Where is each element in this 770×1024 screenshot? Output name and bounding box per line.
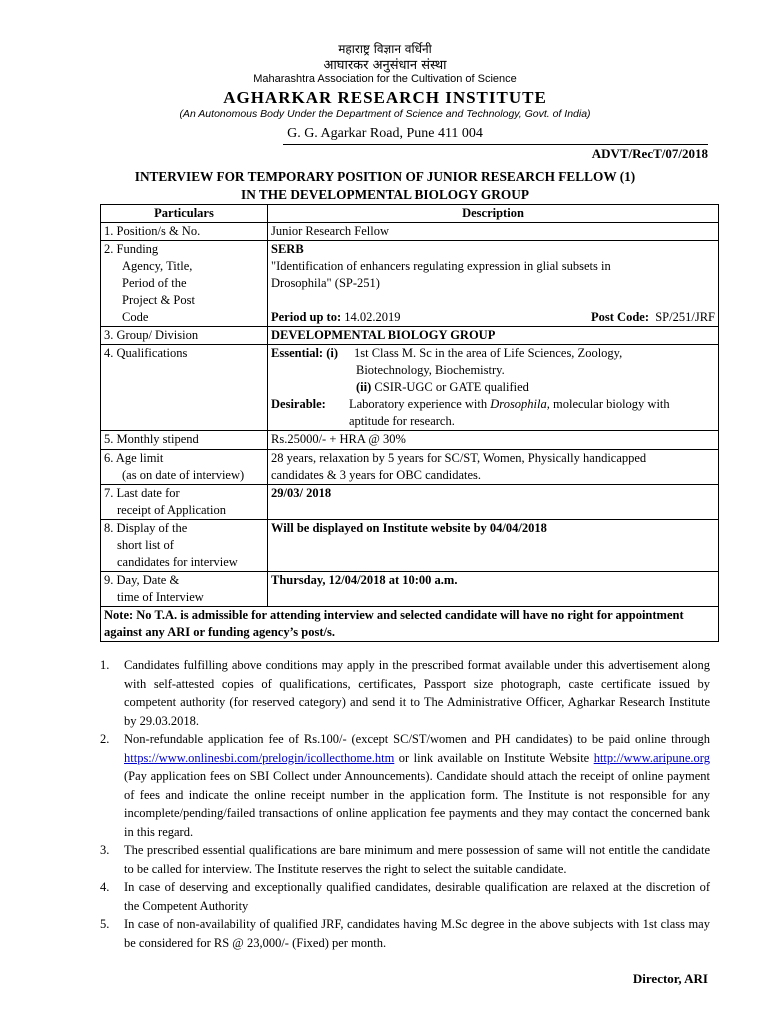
row-label [101,572,268,607]
list-item: 4. In case of deserving and exceptionally qualified candidates, desirable qualification are relaxed at the discretion of the Competent Authority [100,880,710,913]
essential-qualification-ii: (ii) CSIR-UGC or GATE qualified [356,380,529,394]
label-line: Project & Post [122,293,195,307]
institute-website-link[interactable]: http://www.aripune.org [593,750,710,765]
row-description: Rs.25000/- + HRA @ 30% [268,431,719,450]
row-description: Thursday, 12/04/2018 at 10:00 a.m. [268,572,719,607]
period-postcode-line [271,309,715,326]
row-description [268,241,719,327]
list-item: 5. In case of non-availability of qualified JRF, candidates having M.Sc degree in the above subjects with 1st class may be considered for RS @ 23,000/- (Fixed) per month. [100,917,710,950]
essential-qualification: Essential: (i) 1st Class M. Sc in the area of Life Sciences, Zoology, [271,346,623,360]
label-line: Agency, Title, [122,259,193,273]
label-line: 6. Age limit [104,451,164,465]
institute-address: G. G. Agarkar Road, Pune 411 004 [287,126,483,141]
note-row [101,607,719,642]
table-row [101,431,719,450]
label-line: time of Interview [117,590,204,604]
desc-line: 28 years, relaxation by 5 years for SC/ST, Women, Physically handicapped [271,451,647,465]
label-line: candidates for interview [117,555,238,569]
row-description: Junior Research Fellow [268,223,719,241]
list-item: 1. Candidates fulfilling above conditions may apply in the prescribed format available under this advertisement along with self-attested copies of qualifications, certificates, Passport size photograph, caste certificate issued by competent authority (for reserved category) and send it to The Administrative Officer, Agharkar Research Institute by 29.03.2018. [100,658,710,728]
row-description: 29/03/ 2018 [268,485,719,520]
instructions-list [100,656,710,952]
advertisement-number: ADVT/RecT/07/2018 [591,146,708,161]
header-divider [283,144,708,145]
row-description: DEVELOPMENTAL BIOLOGY GROUP [268,327,719,345]
row-description: Will be displayed on Institute website by 04/04/2018 [268,520,719,572]
list-item: 3. The prescribed essential qualifications are bare minimum and mere possession of same will not entitle the candidate to be called for interview. The Institute reserves the right to select the suitable candidate. [100,843,710,876]
list-item: 2. Non-refundable application fee of Rs.100/- (except SC/ST/women and PH candidates) to be paid online through https://www.onlinesbi.com/prelogin/icollecthome.htm or link available on Institute Website http://www.aripune.org (Pay application fees on SBI Collect under Announcements). Candidate should attach the receipt of online payment of fees and indicate the online receipt number in the application form. The Institute is not responsible for any incomplete/pending/failed transactions of online application fee payments and they may contact the concerned bank in this regard. [100,732,710,839]
note-text: Note: No T.A. is admissible for attending interview and selected candidate will have no right for appointment against any ARI or funding agency’s post/s. [101,607,719,642]
row-label [101,520,268,572]
autonomous-body-note: (An Autonomous Body Under the Department of Science and Technology, Govt. of India) [179,108,591,120]
row-description [268,450,719,485]
project-period: Period up to: 14.02.2019 [271,310,401,324]
association-name: Maharashtra Association for the Cultivation of Science [253,73,517,85]
desirable-qualification-cont: aptitude for research. [349,414,455,428]
label-line: 2. Funding [104,242,159,256]
row-label: 3. Group/ Division [101,327,268,345]
table-row [101,345,719,431]
label-line: Period of the [122,276,187,290]
document-title-line1: INTERVIEW FOR TEMPORARY POSITION OF JUNIOR RESEARCH FELLOW (1) [134,169,636,184]
label-line: (as on date of interview) [122,468,245,482]
table-row [101,520,719,572]
label-line: 9. Day, Date & [104,573,180,587]
essential-qualification-cont: Biotechnology, Biochemistry. [356,363,505,377]
desirable-qualification: Desirable: Laboratory experience with Drosophila, molecular biology with [271,397,670,411]
particulars-table [100,204,719,642]
table-row [101,485,719,520]
funding-agency: SERB [271,242,304,256]
table-row [101,572,719,607]
table-header-row [101,205,719,223]
table-row [101,241,719,327]
label-line: short list of [117,538,174,552]
label-line: receipt of Application [117,503,226,517]
table-row [101,450,719,485]
post-code: Post Code: SP/251/JRF [591,310,715,324]
label-line: 7. Last date for [104,486,180,500]
label-line: 8. Display of the [104,521,188,535]
label-line: Code [122,310,149,324]
row-description [268,345,719,431]
description-header: Description [268,205,719,223]
desc-line: candidates & 3 years for OBC candidates. [271,468,482,482]
document-title-line2: IN THE DEVELOPMENTAL BIOLOGY GROUP [241,187,529,202]
row-label [101,485,268,520]
row-label: 4. Qualifications [101,345,268,431]
row-label [101,450,268,485]
institute-name: AGHARKAR RESEARCH INSTITUTE [223,88,547,107]
hindi-institute-name: आघारकर अनुसंधान संस्था [323,58,447,73]
particulars-header: Particulars [101,205,268,223]
sbi-collect-link[interactable]: https://www.onlinesbi.com/prelogin/icollecthome.htm [124,750,395,765]
hindi-association-name: महाराष्ट्र विज्ञान वर्धिनी [338,42,432,56]
signature: Director, ARI [632,971,708,986]
row-label [101,241,268,327]
row-label: 1. Position/s & No. [101,223,268,241]
table-row [101,327,719,345]
project-title-line: "Identification of enhancers regulating expression in glial subsets in [271,259,611,273]
row-label: 5. Monthly stipend [101,431,268,450]
project-title-line: Drosophila" (SP-251) [271,276,380,290]
table-row [101,223,719,241]
